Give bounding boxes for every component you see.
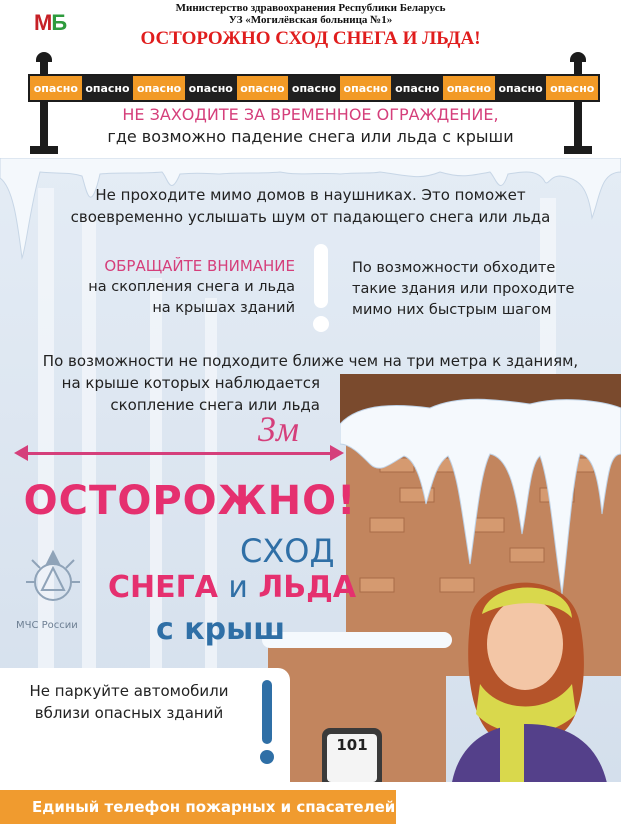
logo-letter-m: М: [34, 10, 52, 35]
exclamation-icon: [262, 680, 272, 744]
exclamation-icon-dot: [260, 750, 274, 764]
woman-illustration: [430, 544, 621, 782]
attention-text: на скопления снега и льда: [88, 279, 295, 295]
barrier-stripe-label: опасно: [82, 76, 134, 100]
phone-screen: [327, 734, 377, 782]
distance-warning-line: на крыше которых наблюдается: [61, 374, 320, 392]
logo-letter-b: Б: [51, 10, 67, 35]
parking-warning: [0, 680, 258, 724]
barrier-stripe-label: опасно: [133, 76, 185, 100]
snow-and-ice-text: [108, 570, 356, 605]
mchs-label: МЧС России: [16, 620, 78, 631]
and-word: и: [228, 570, 248, 605]
distance-arrow: [20, 452, 330, 455]
parking-panel: [0, 668, 290, 784]
avoid-text: По возможности обходите: [352, 260, 556, 276]
parking-warning-line: Не паркуйте автомобили: [29, 682, 229, 700]
snow-word: СНЕГА: [108, 570, 218, 605]
barrier-stripe-label: опасно: [495, 76, 547, 100]
barrier-stripe-label: опасно: [340, 76, 392, 100]
attention-text: на крышах зданий: [152, 300, 295, 316]
barrier-stripe-label: опасно: [288, 76, 340, 100]
distance-warning-line1: По возможности не подходите ближе чем на три метра к зданиям,: [42, 352, 579, 370]
hospital-name: УЗ «Могилёвская больница №1»: [228, 14, 393, 26]
distance-warning-line: скопление снега или льда: [110, 396, 320, 414]
barrier-post-cap-left: [36, 52, 52, 62]
ministry-name: Министерство здравоохранения Республики Беларусь: [175, 2, 446, 14]
barrier-stripe-label: опасно: [237, 76, 289, 100]
barrier-stripe-label: опасно: [30, 76, 82, 100]
barrier-stripe-label: опасно: [185, 76, 237, 100]
footer-banner: Единый телефон пожарных и спасателей: [0, 790, 396, 824]
barrier-tape: [28, 74, 600, 102]
phone-icon: [322, 728, 382, 782]
caution-title: ОСТОРОЖНО!: [23, 478, 357, 524]
distance-arrow-right-head: [330, 445, 344, 461]
distance-arrow-left-head: [14, 445, 28, 461]
barrier-post-cap-right: [570, 52, 586, 62]
barrier-stripe-label: опасно: [391, 76, 443, 100]
from-roofs-text: с крыш: [156, 612, 286, 647]
avoid-text: такие здания или проходите: [352, 281, 575, 297]
fence-warning: [0, 104, 621, 148]
attention-title: ОБРАЩАЙТЕ ВНИМАНИЕ: [104, 257, 295, 275]
fall-text: СХОД: [240, 532, 335, 570]
page-title: ОСТОРОЖНО СХОД СНЕГА И ЛЬДА!: [140, 28, 481, 49]
parking-warning-line: вблизи опасных зданий: [34, 704, 224, 722]
barrier-stripe-label: опасно: [443, 76, 495, 100]
mchs-emblem-icon: [18, 546, 88, 616]
phone-number: 101: [336, 736, 368, 754]
lower-roof-snow: [262, 632, 452, 648]
headphones-warning-line: своевременно услышать шум от падающего снега или льда: [70, 208, 551, 226]
headphones-warning-line: Не проходите мимо домов в наушниках. Это поможет: [95, 186, 526, 204]
avoid-text: мимо них быстрым шагом: [352, 302, 552, 318]
fence-warning-title: НЕ ЗАХОДИТЕ ЗА ВРЕМЕННОЕ ОГРАЖДЕНИЕ,: [122, 105, 499, 124]
ice-word: ЛЬДА: [258, 570, 357, 605]
fence-warning-text: где возможно падение снега или льда с крыши: [107, 127, 514, 146]
barrier-stripe-label: опасно: [546, 76, 598, 100]
distance-label: 3м: [258, 409, 299, 449]
